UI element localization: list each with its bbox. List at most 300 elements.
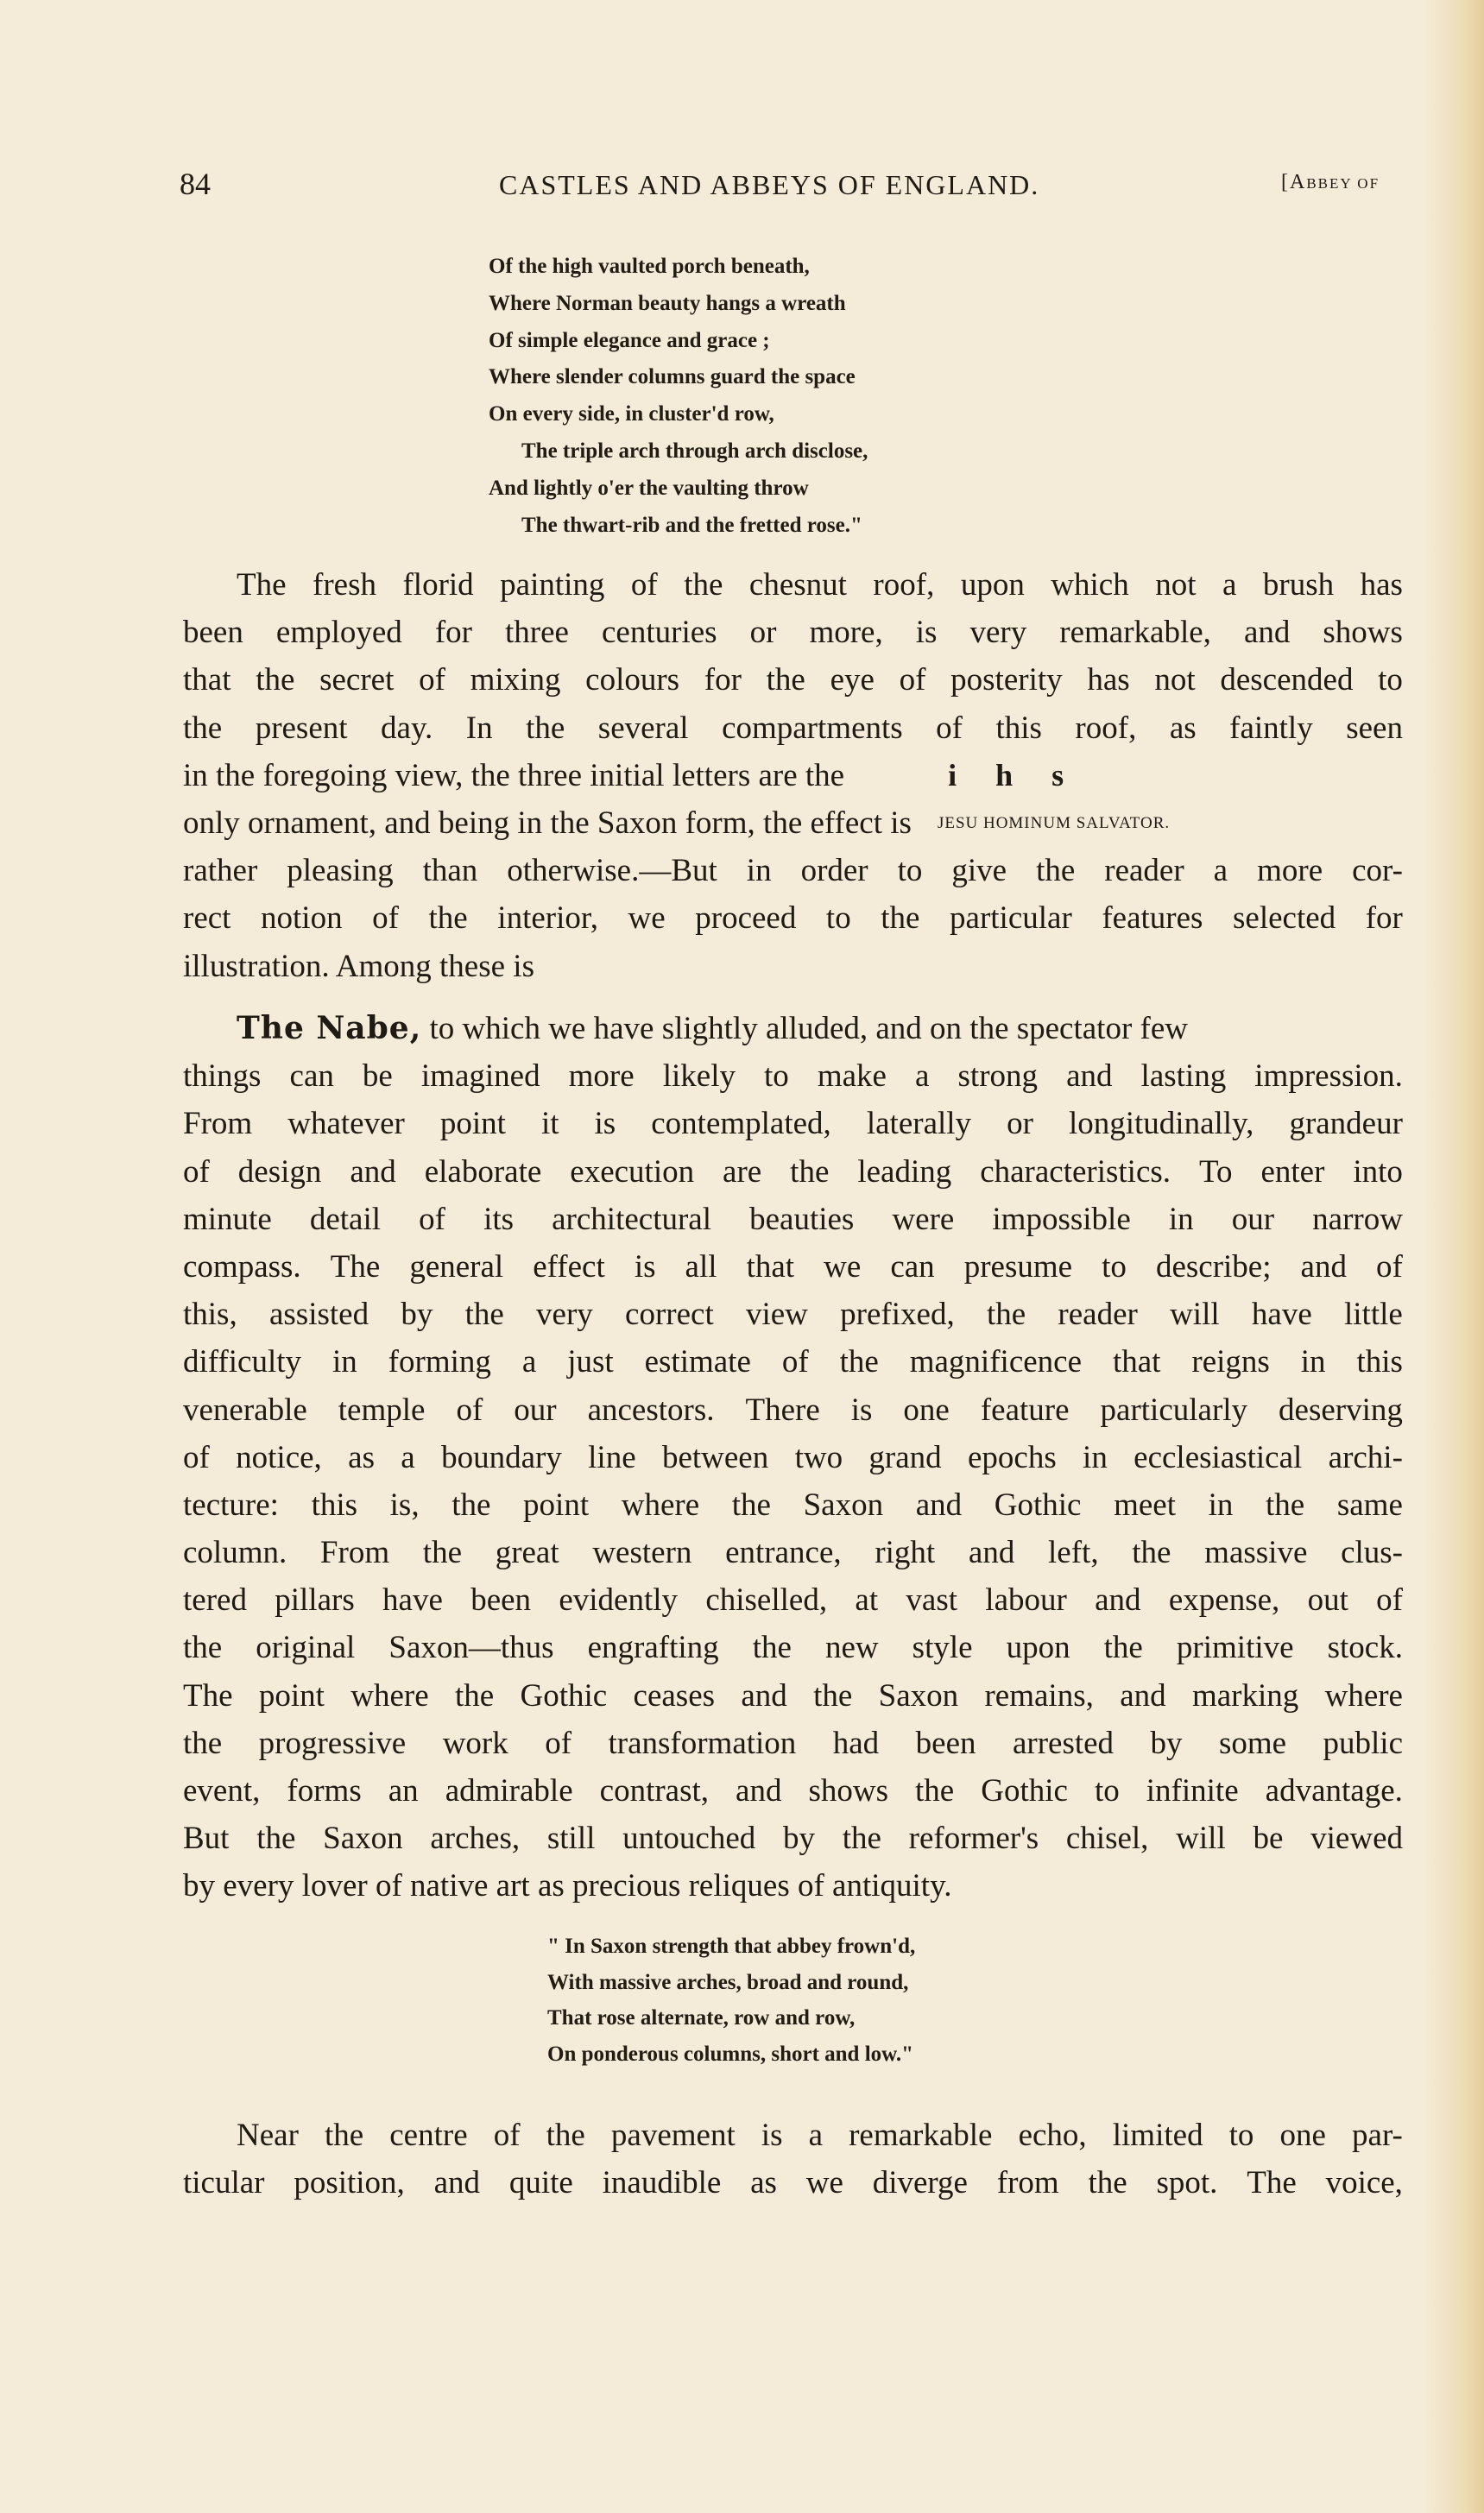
word: make bbox=[817, 1058, 887, 1095]
text-line bbox=[183, 1815, 1403, 1862]
word: several bbox=[597, 710, 689, 746]
word: chiselled, bbox=[705, 1582, 828, 1619]
text-line bbox=[183, 1005, 1403, 1052]
word: and bbox=[915, 1487, 963, 1523]
word: rather bbox=[183, 853, 258, 889]
word: notice, bbox=[236, 1439, 322, 1475]
text-line bbox=[183, 752, 1403, 799]
word: grand bbox=[868, 1439, 942, 1475]
word: by bbox=[401, 1297, 433, 1333]
word: epochs bbox=[967, 1439, 1057, 1475]
word: chesnut bbox=[748, 567, 847, 603]
jesu-hominum-salvator: JESU HOMINUM SALVATOR. bbox=[937, 813, 1171, 832]
word: admirable bbox=[445, 1773, 573, 1809]
word: has bbox=[1360, 567, 1403, 603]
word: the bbox=[1132, 1535, 1171, 1571]
word: forming bbox=[388, 1344, 491, 1380]
word: of bbox=[545, 1725, 572, 1761]
word: The bbox=[237, 567, 287, 603]
paragraph-roof-painting bbox=[183, 561, 1403, 990]
word: a bbox=[521, 1344, 537, 1380]
word: have bbox=[382, 1582, 443, 1619]
page-edge-shading bbox=[1424, 0, 1484, 2513]
word: the bbox=[986, 1297, 1026, 1333]
word: we bbox=[628, 900, 666, 937]
word: view bbox=[745, 1297, 808, 1333]
word: ticular bbox=[183, 2165, 265, 2201]
word: grandeur bbox=[1289, 1106, 1403, 1142]
word: to bbox=[1094, 1773, 1120, 1809]
word: of bbox=[419, 662, 445, 698]
text-line bbox=[183, 609, 1403, 656]
word: position, bbox=[294, 2165, 405, 2201]
initial-letters-ihs: i h s bbox=[948, 757, 1080, 792]
word: point bbox=[258, 1677, 325, 1714]
word: had bbox=[832, 1725, 880, 1761]
word: contrast, bbox=[599, 1773, 710, 1809]
word: a bbox=[808, 2118, 823, 2153]
word: expense, bbox=[1168, 1582, 1280, 1619]
word: marking bbox=[1191, 1677, 1299, 1714]
word: that bbox=[183, 662, 231, 698]
word: proceed bbox=[695, 900, 797, 937]
word: advantage. bbox=[1265, 1773, 1403, 1809]
word: will bbox=[1170, 1297, 1220, 1333]
text-line bbox=[183, 656, 1403, 704]
text-line bbox=[183, 1529, 1403, 1576]
word: more, bbox=[809, 615, 883, 651]
word: voice, bbox=[1325, 2165, 1403, 2201]
section-label-bracket: [ bbox=[1281, 171, 1290, 193]
word: this, bbox=[183, 1297, 237, 1333]
word: some bbox=[1218, 1725, 1287, 1761]
word: elaborate bbox=[424, 1153, 542, 1190]
word: the bbox=[464, 1297, 504, 1333]
word: the bbox=[813, 1677, 853, 1714]
word: labour bbox=[985, 1582, 1067, 1619]
word: evidently bbox=[559, 1582, 679, 1619]
word: compartments bbox=[722, 710, 903, 746]
verse-quotation-top bbox=[489, 249, 868, 544]
word: reigns bbox=[1191, 1344, 1270, 1380]
word: have bbox=[1251, 1297, 1312, 1333]
section-heading-nave: The Nabe, bbox=[237, 1010, 422, 1046]
word: this bbox=[311, 1487, 358, 1523]
word: impression. bbox=[1254, 1058, 1403, 1095]
word: of bbox=[899, 662, 926, 698]
word: that bbox=[746, 1248, 795, 1285]
word: our bbox=[514, 1392, 557, 1428]
word: roof, bbox=[873, 567, 935, 603]
word: the bbox=[183, 710, 223, 746]
word: it bbox=[540, 1106, 559, 1142]
word: chisel, bbox=[1065, 1821, 1149, 1857]
word: meet bbox=[1114, 1487, 1176, 1523]
word: of bbox=[630, 567, 658, 603]
word: fresh bbox=[313, 567, 376, 603]
verse-line: Where slender columns guard the space bbox=[489, 365, 856, 389]
word: quite bbox=[508, 2165, 573, 2201]
word: one bbox=[903, 1392, 950, 1428]
verse-line: On ponderous columns, short and low." bbox=[547, 2042, 913, 2066]
word: column. bbox=[183, 1535, 287, 1571]
word: In bbox=[465, 710, 493, 746]
word: remarkable, bbox=[1059, 615, 1211, 651]
word: From bbox=[183, 1106, 253, 1142]
word: very bbox=[969, 615, 1027, 651]
word: for bbox=[434, 615, 472, 651]
word: minute bbox=[183, 1201, 272, 1237]
word: transformation bbox=[608, 1725, 797, 1761]
word: by bbox=[1150, 1725, 1183, 1761]
word: to bbox=[1102, 1248, 1127, 1285]
section-label-initial: A bbox=[1290, 171, 1307, 193]
verse-line: On every side, in cluster'd row, bbox=[489, 402, 774, 426]
word: will bbox=[1176, 1821, 1226, 1857]
text-line bbox=[183, 1243, 1403, 1291]
text-line-initials-lead: in the foregoing view, the three initial letters are the bbox=[183, 757, 845, 793]
text-line bbox=[183, 1481, 1403, 1529]
word: Near bbox=[237, 2118, 299, 2153]
word: of bbox=[183, 1153, 210, 1190]
word: in bbox=[746, 853, 772, 889]
word: is bbox=[850, 1392, 873, 1428]
text-line bbox=[183, 1434, 1403, 1481]
word: the bbox=[766, 662, 805, 698]
word: or bbox=[1007, 1106, 1033, 1142]
word: great bbox=[495, 1535, 559, 1571]
word: and bbox=[1300, 1248, 1347, 1285]
word: and bbox=[1243, 615, 1291, 651]
word: we bbox=[824, 1248, 862, 1285]
text-line bbox=[183, 1767, 1403, 1815]
text-line bbox=[183, 1338, 1403, 1386]
word: of bbox=[372, 900, 399, 937]
word: seen bbox=[1346, 710, 1403, 746]
word: new bbox=[824, 1630, 879, 1666]
word: remains, bbox=[984, 1677, 1094, 1714]
word: is, bbox=[389, 1487, 420, 1523]
word: of bbox=[183, 1439, 210, 1475]
word: roof, bbox=[1075, 710, 1137, 746]
word: beauties bbox=[749, 1201, 855, 1237]
word: in bbox=[332, 1344, 357, 1380]
word: be bbox=[362, 1058, 393, 1095]
word: infinite bbox=[1146, 1773, 1239, 1809]
word: design bbox=[237, 1153, 322, 1190]
word: its bbox=[483, 1201, 515, 1237]
word: for bbox=[1365, 900, 1403, 937]
word: reader bbox=[1058, 1297, 1138, 1333]
word: point bbox=[523, 1487, 590, 1523]
word: The bbox=[183, 1677, 233, 1714]
word: original bbox=[256, 1630, 356, 1666]
word: rect bbox=[183, 900, 231, 937]
word: describe; bbox=[1155, 1248, 1272, 1285]
section-label bbox=[1281, 171, 1380, 194]
word: very bbox=[536, 1297, 593, 1333]
word: the bbox=[452, 1487, 491, 1523]
word: are bbox=[723, 1153, 762, 1190]
word: notion bbox=[261, 900, 343, 937]
word: Gothic bbox=[981, 1773, 1068, 1809]
word: to bbox=[1378, 662, 1403, 698]
paragraph-echo bbox=[183, 2112, 1403, 2207]
word: and bbox=[968, 1535, 1015, 1571]
word: execution bbox=[570, 1153, 695, 1190]
word: our bbox=[1231, 1201, 1275, 1237]
word: centre bbox=[389, 2118, 468, 2153]
word: can bbox=[890, 1248, 935, 1285]
word: to bbox=[764, 1058, 789, 1095]
running-header bbox=[0, 166, 1484, 218]
word: just bbox=[567, 1344, 614, 1380]
word: to bbox=[1228, 2118, 1254, 2153]
word: shows bbox=[1323, 615, 1403, 651]
word: interior, bbox=[497, 900, 598, 937]
word: and bbox=[741, 1677, 787, 1714]
text-line bbox=[183, 799, 1403, 847]
word: arrested bbox=[1012, 1725, 1115, 1761]
word: limited bbox=[1112, 2118, 1203, 2153]
word: strong bbox=[957, 1058, 1039, 1095]
text-line bbox=[183, 894, 1403, 942]
word: is bbox=[915, 615, 938, 651]
word: point bbox=[439, 1106, 506, 1142]
word: things bbox=[183, 1058, 262, 1095]
verse-line: Of the high vaulted porch beneath, bbox=[489, 255, 810, 278]
word: this bbox=[1356, 1344, 1403, 1380]
word: to bbox=[897, 853, 923, 889]
word: order bbox=[800, 853, 868, 889]
word: two bbox=[794, 1439, 843, 1475]
word: likely bbox=[662, 1058, 736, 1095]
word: pavement bbox=[610, 2118, 736, 2153]
word: in bbox=[1208, 1487, 1234, 1523]
word: in bbox=[1083, 1439, 1108, 1475]
word: is bbox=[594, 1106, 616, 1142]
word: Gothic bbox=[520, 1677, 608, 1714]
word: progressive bbox=[258, 1725, 407, 1761]
word: diverge bbox=[872, 2165, 968, 2201]
word: otherwise.—But bbox=[507, 853, 717, 889]
paragraph-nave bbox=[183, 1005, 1403, 1910]
word: the bbox=[324, 2118, 364, 2153]
word: massive bbox=[1204, 1535, 1308, 1571]
word: the bbox=[256, 1821, 296, 1857]
word: of bbox=[456, 1392, 483, 1428]
text-line bbox=[183, 2159, 1403, 2207]
running-title: CASTLES AND ABBEYS OF ENGLAND. bbox=[499, 169, 1040, 200]
verse-line: With massive arches, broad and round, bbox=[547, 1970, 909, 1994]
word: reformer's bbox=[908, 1821, 1039, 1857]
word: of bbox=[781, 1344, 809, 1380]
word: Saxon bbox=[878, 1677, 959, 1714]
word: that bbox=[1112, 1344, 1161, 1380]
word: general bbox=[409, 1248, 504, 1285]
word: posterity bbox=[950, 662, 1063, 698]
word: for bbox=[704, 662, 742, 698]
text-line bbox=[183, 1720, 1403, 1767]
word: been bbox=[915, 1725, 976, 1761]
word: selected bbox=[1233, 900, 1336, 937]
word: secret bbox=[319, 662, 395, 698]
word: The bbox=[330, 1248, 381, 1285]
word: faintly bbox=[1229, 710, 1313, 746]
text-line bbox=[183, 847, 1403, 894]
word: all bbox=[685, 1248, 717, 1285]
word: the bbox=[684, 567, 723, 603]
word: remarkable bbox=[849, 2118, 993, 2153]
word: ancestors. bbox=[587, 1392, 715, 1428]
word: prefixed, bbox=[840, 1297, 955, 1333]
text-line bbox=[183, 2112, 1403, 2159]
word: cor- bbox=[1352, 853, 1403, 889]
word: mixing bbox=[470, 662, 561, 698]
word: enter bbox=[1260, 1153, 1325, 1190]
word: tered bbox=[183, 1582, 247, 1619]
word: archi- bbox=[1328, 1439, 1403, 1475]
word: present bbox=[255, 710, 348, 746]
word: the bbox=[842, 1821, 881, 1857]
word: primitive bbox=[1176, 1630, 1294, 1666]
word: of bbox=[1376, 1248, 1403, 1285]
word: the bbox=[839, 1344, 879, 1380]
word: the bbox=[183, 1630, 223, 1666]
word: imagined bbox=[420, 1058, 540, 1095]
verse-line: " In Saxon strength that abbey frown'd, bbox=[547, 1935, 916, 1958]
word: been bbox=[470, 1582, 532, 1619]
verse-line: That rose alternate, row and row, bbox=[547, 2006, 856, 2030]
word: right bbox=[875, 1535, 936, 1571]
word: the bbox=[1036, 853, 1076, 889]
text-line bbox=[183, 704, 1403, 752]
text-line bbox=[183, 1672, 1403, 1720]
word: been bbox=[183, 615, 243, 651]
word: western bbox=[592, 1535, 692, 1571]
word: we bbox=[805, 2165, 843, 2201]
word: the bbox=[422, 1535, 462, 1571]
word: of bbox=[1376, 1582, 1403, 1619]
text-line: by every lover of native art as precious reliques of antiquity. bbox=[183, 1868, 952, 1904]
word: has bbox=[1087, 662, 1130, 698]
word: or bbox=[749, 615, 777, 651]
text-line bbox=[183, 1148, 1403, 1196]
word: temple bbox=[338, 1392, 426, 1428]
word: work bbox=[442, 1725, 508, 1761]
word: vast bbox=[906, 1582, 957, 1619]
word: of bbox=[493, 2118, 521, 2153]
text-line bbox=[183, 1196, 1403, 1243]
word: brush bbox=[1262, 567, 1335, 603]
word: impossible bbox=[992, 1201, 1131, 1237]
word: can bbox=[289, 1058, 334, 1095]
section-label-rest: BBEY OF bbox=[1306, 175, 1380, 192]
word: longitudinally, bbox=[1068, 1106, 1254, 1142]
word: give bbox=[951, 853, 1007, 889]
word: particularly bbox=[1100, 1392, 1248, 1428]
word: features bbox=[1102, 900, 1203, 937]
word: Saxon bbox=[323, 1821, 403, 1857]
word: spot. bbox=[1156, 2165, 1218, 2201]
word: to bbox=[825, 900, 851, 937]
word: out bbox=[1307, 1582, 1348, 1619]
word: stock. bbox=[1327, 1630, 1403, 1666]
word: still bbox=[546, 1821, 596, 1857]
word: Saxon—thus bbox=[388, 1630, 554, 1666]
word: an bbox=[388, 1773, 419, 1809]
text-line bbox=[183, 561, 1403, 609]
word: the bbox=[256, 662, 295, 698]
word: assisted bbox=[268, 1297, 369, 1333]
verse-line: The thwart-rib and the fretted rose." bbox=[521, 513, 862, 537]
word: But bbox=[183, 1821, 230, 1857]
word: one bbox=[1279, 2118, 1326, 2153]
word: There bbox=[745, 1392, 820, 1428]
word: difficulty bbox=[183, 1344, 302, 1380]
word: forms bbox=[287, 1773, 362, 1809]
word: presume bbox=[963, 1248, 1073, 1285]
word: as bbox=[348, 1439, 375, 1475]
word: not bbox=[1155, 567, 1197, 603]
word: and bbox=[433, 2165, 481, 2201]
word: left, bbox=[1048, 1535, 1099, 1571]
word: the bbox=[731, 1487, 771, 1523]
word: style bbox=[912, 1630, 973, 1666]
word: contemplated, bbox=[651, 1106, 831, 1142]
word: the bbox=[183, 1725, 223, 1761]
word: in bbox=[1168, 1201, 1194, 1237]
word: as bbox=[1169, 710, 1197, 746]
text-line-nave-rest: to which we have slightly alluded, and on the spectator few bbox=[429, 1011, 1188, 1046]
word: upon bbox=[960, 567, 1025, 603]
word: the bbox=[915, 1773, 955, 1809]
word: architectural bbox=[552, 1201, 711, 1237]
text-line bbox=[183, 1291, 1403, 1338]
word: leading bbox=[857, 1153, 952, 1190]
word: not bbox=[1154, 662, 1196, 698]
word: a bbox=[1213, 853, 1228, 889]
word: Saxon bbox=[803, 1487, 884, 1523]
word: colours bbox=[585, 662, 680, 698]
word: where bbox=[1324, 1677, 1403, 1714]
word: the bbox=[526, 710, 565, 746]
word: at bbox=[855, 1582, 879, 1619]
word: three bbox=[505, 615, 569, 651]
word: from bbox=[996, 2165, 1059, 2201]
text-line bbox=[183, 1386, 1403, 1434]
word: the bbox=[881, 900, 920, 937]
verse-line: Where Norman beauty hangs a wreath bbox=[489, 291, 846, 315]
text-line bbox=[183, 1576, 1403, 1624]
word: the bbox=[428, 900, 468, 937]
word: centuries bbox=[602, 615, 717, 651]
word: clus- bbox=[1341, 1535, 1403, 1571]
page-number: 84 bbox=[180, 167, 211, 201]
word: a bbox=[401, 1439, 415, 1475]
word: deserving bbox=[1279, 1392, 1403, 1428]
word: upon bbox=[1006, 1630, 1070, 1666]
word: arches, bbox=[430, 1821, 521, 1857]
word: the bbox=[454, 1677, 495, 1714]
text-line bbox=[183, 1052, 1403, 1100]
word: characteristics. bbox=[980, 1153, 1171, 1190]
word: line bbox=[588, 1439, 636, 1475]
word: tecture: bbox=[183, 1487, 279, 1523]
word: this bbox=[995, 710, 1042, 746]
word: in bbox=[1300, 1344, 1326, 1380]
word: which bbox=[1051, 567, 1129, 603]
